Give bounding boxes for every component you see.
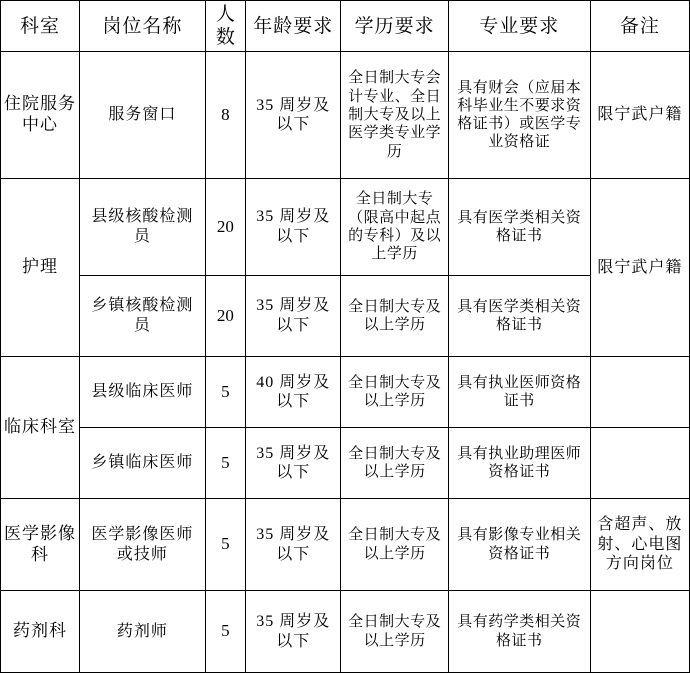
- cell-department: 护理: [1, 179, 80, 357]
- header-education-requirement: 学历要求: [341, 1, 448, 52]
- header-major-requirement: 专业要求: [448, 1, 590, 52]
- cell-education: 全日制大专及以上学历: [341, 275, 448, 357]
- cell-education: 全日制大专及以上学历: [341, 591, 448, 673]
- cell-post-name: 医学影像医师或技师: [80, 499, 206, 591]
- cell-count: 20: [205, 275, 246, 357]
- table-header-row: [1, 1, 690, 52]
- cell-age: 35 周岁及以下: [246, 179, 341, 276]
- cell-major: 具有医学类相关资格证书: [448, 179, 590, 276]
- cell-remark: [590, 591, 689, 673]
- header-post-name: 岗位名称: [80, 1, 206, 52]
- table-row: [1, 357, 690, 428]
- table-row: [1, 275, 690, 357]
- header-department: 科室: [1, 1, 80, 52]
- table-row: [1, 179, 690, 276]
- cell-age: 35 周岁及以下: [246, 499, 341, 591]
- cell-remark: [590, 357, 689, 428]
- table-row: [1, 52, 690, 179]
- cell-remark: 含超声、放射、心电图方向岗位: [590, 499, 689, 591]
- cell-count: 5: [205, 428, 246, 499]
- cell-age: 35 周岁及以下: [246, 591, 341, 673]
- cell-post-name: 药剂师: [80, 591, 206, 673]
- cell-department: 药剂科: [1, 591, 80, 673]
- cell-age: 35 周岁及以下: [246, 275, 341, 357]
- cell-education: 全日制大专会计专业、全日制大专及以上医学类专业学历: [341, 52, 448, 179]
- cell-remark: [590, 428, 689, 499]
- cell-major: 具有药学类相关资格证书: [448, 591, 590, 673]
- cell-age: 35 周岁及以下: [246, 428, 341, 499]
- table-row: [1, 428, 690, 499]
- cell-major: 具有医学类相关资格证书: [448, 275, 590, 357]
- cell-post-name: 县级核酸检测员: [80, 179, 206, 276]
- table-row: [1, 499, 690, 591]
- cell-education: 全日制大专及以上学历: [341, 357, 448, 428]
- header-remark: 备注: [590, 1, 689, 52]
- table-body: [1, 52, 690, 673]
- cell-post-name: 乡镇临床医师: [80, 428, 206, 499]
- cell-major: 具有影像专业相关资格证书: [448, 499, 590, 591]
- cell-major: 具有财会（应届本科毕业生不要求资格证书）或医学专业资格证: [448, 52, 590, 179]
- cell-remark: 限宁武户籍: [590, 52, 689, 179]
- cell-count: 5: [205, 591, 246, 673]
- header-age-requirement: 年龄要求: [246, 1, 341, 52]
- cell-department: 临床科室: [1, 357, 80, 499]
- cell-remark: 限宁武户籍: [590, 179, 689, 357]
- cell-post-name: 乡镇核酸检测员: [80, 275, 206, 357]
- table-row: [1, 591, 690, 673]
- cell-count: 5: [205, 357, 246, 428]
- cell-age: 35 周岁及以下: [246, 52, 341, 179]
- cell-count: 5: [205, 499, 246, 591]
- cell-post-name: 服务窗口: [80, 52, 206, 179]
- cell-post-name: 县级临床医师: [80, 357, 206, 428]
- cell-count: 8: [205, 52, 246, 179]
- cell-department: 医学影像科: [1, 499, 80, 591]
- cell-age: 40 周岁及以下: [246, 357, 341, 428]
- cell-education: 全日制大专及以上学历: [341, 428, 448, 499]
- cell-education: 全日制大专（限高中起点的专科）及以上学历: [341, 179, 448, 276]
- cell-count: 20: [205, 179, 246, 276]
- cell-major: 具有执业助理医师资格证书: [448, 428, 590, 499]
- cell-education: 全日制大专及以上学历: [341, 499, 448, 591]
- cell-department: 住院服务中心: [1, 52, 80, 179]
- table-header: [1, 1, 690, 52]
- cell-major: 具有执业医师资格证书: [448, 357, 590, 428]
- header-count: 人数: [205, 1, 246, 52]
